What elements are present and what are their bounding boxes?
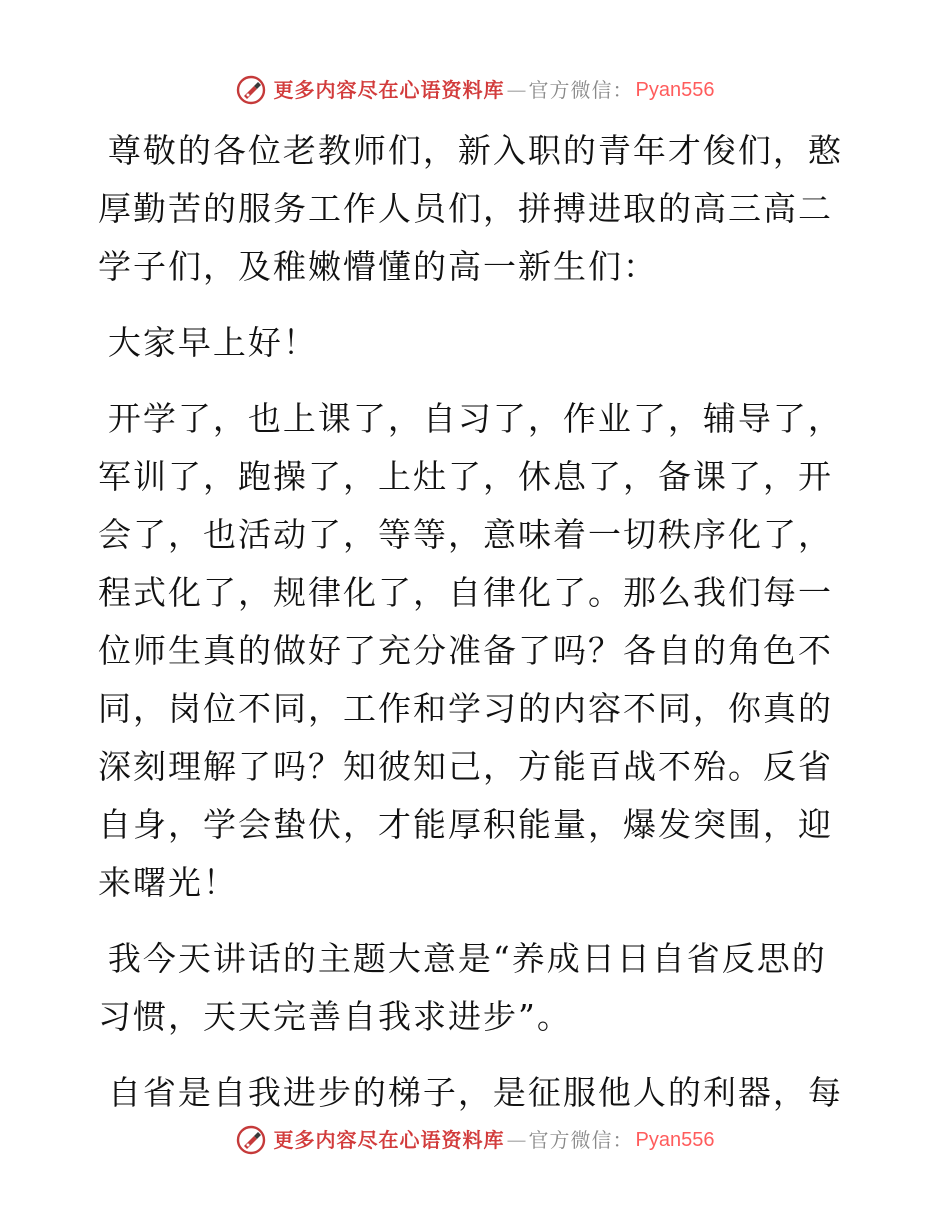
- paragraph-self-reflection: 自省是自我进步的梯子，是征服他人的利器，每: [107, 1073, 843, 1112]
- paragraph-theme: 我今天讲话的主题大意是“养成日日自省反思的习惯，天天完善自我求进步”。: [98, 939, 827, 1036]
- footer-banner: [0, 1120, 950, 1160]
- wechat-id: Pyan556: [635, 1129, 715, 1151]
- paragraph-school-start: 开学了，也上课了，自习了，作业了，辅导了，军训了，跑操了，上灶了，休息了，备课了，开会了，也活动了，等等，意味着一切秩序化了，程式化了，规律化了，自律化了。那么我们每一位师生真的做好了充分准备了吗？各自的角色不同，岗位不同，工作和学习的内容不同，你真的深刻理解了吗？知彼知己，方能百战不殆。反省自身，学会蛰伏，才能厚积能量，爆发突围，迎来曙光！: [98, 399, 843, 902]
- brand-name: 更多内容尽在心语资料库: [273, 1128, 505, 1152]
- paragraph-greeting: 尊敬的各位老教师们，新入职的青年才俊们，憨厚勤苦的服务工作人员们，拼搏进取的高三高二学子们，及稚嫩懵懂的高一新生们：: [98, 131, 843, 286]
- header-banner: [0, 70, 950, 110]
- banner-separator: —: [506, 1128, 527, 1152]
- document-body: [98, 122, 854, 1112]
- pen-nib-logo-icon: [236, 75, 266, 105]
- pen-nib-logo-icon: [236, 1125, 266, 1155]
- official-label: 官方微信：: [528, 1128, 634, 1152]
- paragraph-good-morning: 大家早上好！: [107, 323, 318, 362]
- banner-separator: —: [506, 78, 527, 102]
- wechat-id: Pyan556: [635, 79, 715, 101]
- brand-name: 更多内容尽在心语资料库: [273, 78, 505, 102]
- official-label: 官方微信：: [528, 78, 634, 102]
